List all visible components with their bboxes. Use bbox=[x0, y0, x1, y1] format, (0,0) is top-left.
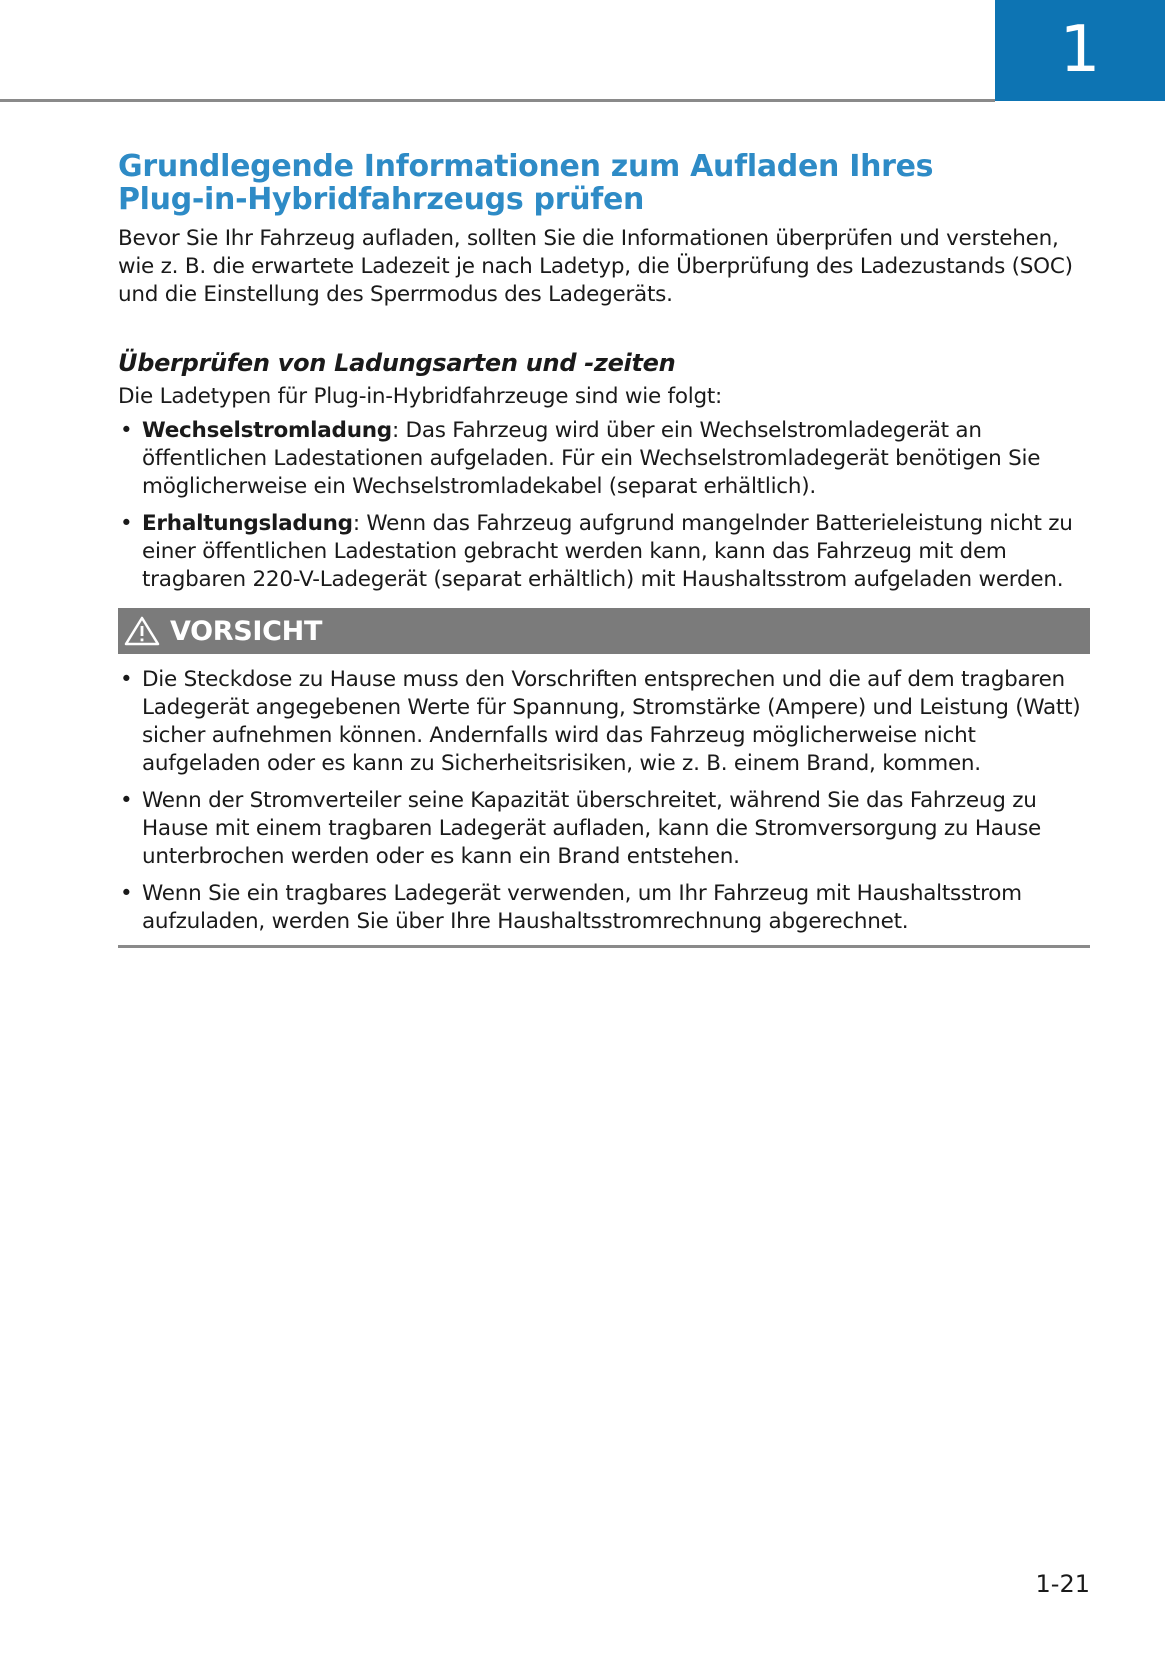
list-item-text: : Das Fahrzeug wird über ein Wechselstromladegerät an öffentlichen Ladestationen aufgeladen. Für ein Wechselstromladegerät benötigen Sie möglicherweise ein Wechselstromladekabel (separat erhältlich). bbox=[142, 418, 1041, 499]
caution-header bbox=[118, 608, 1090, 654]
list-item-text: : Wenn das Fahrzeug aufgrund mangelnder Batterieleistung nicht zu einer öffentlichen Ladestation gebracht werden kann, kann das Fahrzeug mit dem tragbaren 220-V-Ladegerät (separat erhältlich) mit Haushaltsstrom aufgeladen werden. bbox=[142, 511, 1073, 592]
bullet: • bbox=[120, 418, 133, 443]
bullet: • bbox=[120, 788, 133, 813]
caution-bottom-rule bbox=[118, 945, 1090, 948]
section-intro: Bevor Sie Ihr Fahrzeug aufladen, sollten Sie die Informationen überprüfen und verstehen, wie z. B. die erwartete Ladezeit je nach Ladetyp, die Überprüfung des Ladezustands (SOC) und die Einstellung des Sperrmodus des Ladegeräts. bbox=[118, 226, 1073, 307]
section-title-line2: Plug-in-Hybridfahrzeugs prüfen bbox=[118, 182, 645, 217]
caution-title: VORSICHT bbox=[170, 615, 323, 647]
page-content bbox=[118, 150, 1090, 948]
list-item bbox=[118, 666, 1090, 778]
header-rule bbox=[0, 99, 995, 102]
section-title-line1: Grundlegende Informationen zum Aufladen Ihres bbox=[118, 149, 934, 184]
list-item bbox=[118, 417, 1090, 501]
charging-types-list bbox=[118, 417, 1090, 594]
list-item bbox=[118, 510, 1090, 594]
bullet: • bbox=[120, 881, 133, 906]
bullet: • bbox=[120, 511, 133, 536]
list-item bbox=[118, 880, 1090, 936]
list-item bbox=[118, 787, 1090, 871]
warning-triangle-icon bbox=[124, 616, 160, 646]
page-number: 1-21 bbox=[1035, 1570, 1090, 1598]
chapter-tab: 1 bbox=[995, 0, 1165, 101]
caution-item-text: Die Steckdose zu Hause muss den Vorschriften entsprechen und die auf dem tragbaren Ladegerät angegebenen Werte für Spannung, Stromstärke (Ampere) und Leistung (Watt) sicher aufnehmen können. Andernfalls wird das Fahrzeug möglicherweise nicht aufgeladen oder es kann zu Sicherheitsrisiken, wie z. B. einem Brand, kommen. bbox=[142, 667, 1081, 776]
section-title bbox=[118, 150, 1090, 216]
caution-item-text: Wenn der Stromverteiler seine Kapazität überschreitet, während Sie das Fahrzeug zu Hause mit einem tragbaren Ladegerät aufladen, kann die Stromversorgung zu Hause unterbrochen werden oder es kann ein Brand entstehen. bbox=[142, 788, 1042, 869]
list-item-term: Wechselstromladung bbox=[142, 418, 392, 443]
list-item-term: Erhaltungsladung bbox=[142, 511, 353, 536]
subsection-title: Überprüfen von Ladungsarten und -zeiten bbox=[118, 349, 676, 377]
caution-list bbox=[118, 666, 1090, 936]
bullet: • bbox=[120, 667, 133, 692]
caution-item-text: Wenn Sie ein tragbares Ladegerät verwenden, um Ihr Fahrzeug mit Haushaltsstrom aufzuladen, werden Sie über Ihre Haushaltsstromrechnung abgerechnet. bbox=[142, 881, 1022, 934]
subsection-lead: Die Ladetypen für Plug-in-Hybridfahrzeuge sind wie folgt: bbox=[118, 384, 723, 409]
